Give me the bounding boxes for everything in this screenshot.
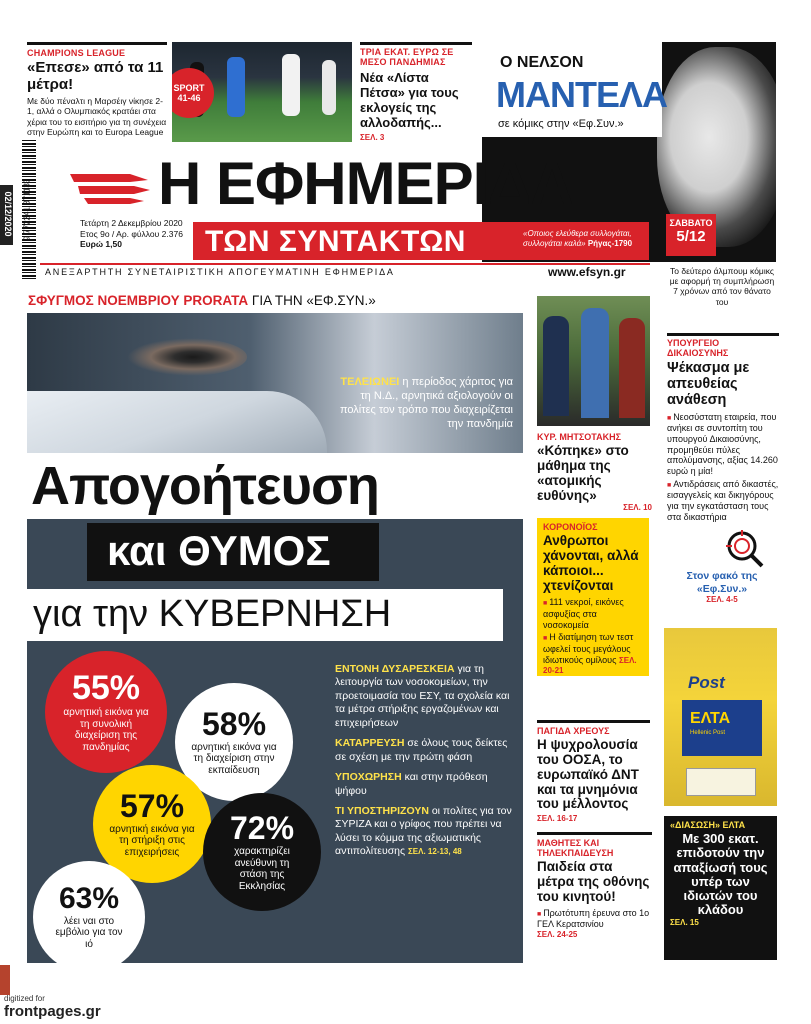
hero-kicker-black: ΓΙΑ ΤΗΝ «ΕΦ.ΣΥΝ.»	[251, 293, 376, 308]
point-4-head: ΤΙ ΥΠΟΣΤΗΡΙΖΟΥΝ	[335, 804, 429, 817]
petsa-title: Νέα «Λίστα Πέτσα» για τους εκλογείς της αλλοδαπής...	[360, 69, 459, 130]
point-2-head: ΚΑΤΑΡΡΕΥΣΗ	[335, 737, 405, 750]
saturday-badge	[666, 214, 716, 256]
mitsotakis-title: «Κόπηκε» στο μάθημα της «ατομικής ευθύνης»	[537, 443, 629, 503]
stat-63	[33, 861, 145, 963]
frontpages-logo[interactable]: frontpages.gr	[4, 1003, 101, 1020]
logo-arrows-icon	[70, 168, 150, 204]
stat-63-cap: λέει ναι στο εμβόλιο για τον ιό	[55, 915, 123, 950]
masthead-tagline: ΑΝΕΞΑΡΤΗΤΗ ΣΥΝΕΤΑΙΡΙΣΤΙΚΗ ΑΠΟΓΕΥΜΑΤΙΝΗ ΕΦΗΜΕΡΙΔΑ	[45, 267, 395, 277]
point-1-text: για τη λειτουργία των νοσοκομείων, την προετοιμασία του ΕΣΥ, τα σχολεία και τα μέτρα στήριξης εργαζομένων και επιχειρήσεων	[335, 663, 510, 729]
petsa-teaser[interactable]	[360, 42, 472, 152]
oecd-sel: ΣΕΛ. 16-17	[537, 814, 578, 824]
headline-3-box	[27, 589, 503, 641]
oecd-title: Η ψυχρολουσία του ΟΟΣΑ, το ευρωπαϊκό ΔΝΤ και τα μνημόνια του μέλλοντος	[537, 737, 639, 812]
covid-title: Ανθρωποι χάνονται, αλλά κάποιοι... χτενίζονται	[543, 533, 639, 593]
elta-photo[interactable]	[664, 628, 777, 806]
oecd-teaser[interactable]	[537, 720, 650, 823]
ministry-bullet-1: ■ Νεοσύστατη εταιρεία, που ανήκει σε συντοπίτη του υπουργού Δικαιοσύνης, προμηθεύει πύλες απολύμανσης, αξίας 14.260 ευρώ η μία!	[667, 412, 779, 477]
stat-55-cap: αρνητική εικόνα για τη συνολική διαχείριση της πανδημίας	[63, 707, 149, 753]
elta-sel: ΣΕΛ. 15	[670, 917, 699, 927]
sport-pages: 41-46	[177, 93, 201, 103]
petsa-kicker: ΤΡΙΑ ΕΚΑΤ. ΕΥΡΩ ΣΕ ΜΕΣΟ ΠΑΝΔΗΜΙΑΣ	[360, 47, 454, 67]
mitsotakis-sel: ΣΕΛ. 10	[623, 503, 652, 513]
elta-title: Με 300 εκατ. επιδοτούν την απαξίωσή τους υπέρ των ιδιωτών του κλάδου	[673, 831, 768, 918]
ministry-title: Ψέκασμα με απευθείας ανάθεση	[667, 359, 750, 408]
spine-date-tab	[0, 185, 13, 245]
mail-slot	[686, 768, 756, 796]
player-figure	[227, 57, 245, 117]
ministry-teaser[interactable]	[667, 333, 779, 523]
hero-kicker	[28, 293, 376, 308]
stat-57-pct: 57%	[119, 787, 185, 824]
motto-author: Ρήγας-1790	[587, 239, 633, 248]
spine-red-marker	[0, 965, 10, 995]
hero-block[interactable]	[27, 313, 523, 963]
headline-2: και ΘΥΜΟΣ	[107, 527, 331, 574]
comic-caption: Το δεύτερο άλμπουμ κόμικς με αφορμή τη συμπλήρωση 7 χρόνων από τον θάνατο του	[669, 266, 775, 307]
hero-kicker-red: ΣΦΥΓΜΟΣ ΝΟΕΜΒΡΙΟΥ PRORATA	[28, 293, 249, 308]
covid-bullet-2-text: Η διατίμηση των τεστ ωφελεί τους μεγάλους ιδιωτικούς ομίλους	[543, 632, 634, 665]
barcode-digits: 9 772241 371133	[22, 178, 32, 241]
headline-1: Απογοήτευση	[31, 456, 379, 516]
mitsotakis-photo[interactable]	[537, 296, 650, 426]
issue-date: Τετάρτη 2 Δεκεμβρίου 2020	[80, 218, 183, 228]
issue-number: Ετος 9ο / Αρ. φύλλου 2.376	[80, 228, 183, 239]
education-title: Παιδεία στα μέτρα της οθόνης του κινητού!	[537, 859, 650, 904]
elta-logo-box	[682, 700, 762, 756]
eye-shape	[127, 338, 247, 376]
cl-title: «Επεσε» από τα 11 μέτρα!	[27, 59, 164, 93]
points-sel: ΣΕΛ. 12-13, 48	[408, 847, 462, 857]
stat-72-cap: χαρακτηρίζει ανεύθυνη τη στάση της Εκκλησίας	[234, 846, 290, 892]
elta-sub: Hellenic Post	[690, 730, 726, 736]
lens-caption[interactable]	[667, 570, 777, 604]
post-logo: Post	[688, 673, 725, 692]
education-teaser[interactable]	[537, 832, 652, 939]
education-kicker: ΜΑΘΗΤΕΣ ΚΑΙ ΤΗΛΕΚΠΑΙΔΕΥΣΗ	[537, 838, 614, 858]
point-3-head: ΥΠΟΧΩΡΗΣΗ	[335, 771, 402, 784]
education-sel: ΣΕΛ. 24-25	[537, 929, 578, 939]
point-3	[335, 771, 517, 798]
covid-bullet-2	[543, 632, 643, 676]
education-bullet-1: ■ Πρωτότυπη έρευνα στο 1ο ΓΕΛ Κερατσινίου	[537, 908, 652, 930]
saturday-label: ΣΑΒΒΑΤΟ	[669, 218, 713, 228]
point-4	[335, 805, 517, 859]
hero-intro-rest: η περίοδος χάριτος για τη Ν.Δ., αρνητικά αξιολογούν οι πολίτες τον τρόπο που διαχειρίζεται την πανδημία	[339, 376, 513, 431]
stat-55-pct: 55%	[71, 669, 141, 707]
oecd-kicker: ΠΑΓΙΔΑ ΧΡΕΟΥΣ	[537, 726, 610, 736]
mandela-o: Ο ΝΕΛΣΟΝ	[500, 54, 584, 71]
hero-intro-bold: ΤΕΛΕΙΩΝΕΙ	[340, 376, 400, 388]
stat-55	[45, 651, 167, 773]
stat-57-cap: αρνητική εικόνα για τη στήριξη στις επιχειρήσεις	[109, 823, 195, 858]
hero-points	[335, 663, 517, 859]
person-figure	[619, 318, 645, 418]
point-3-text: και στην πρόθεση ψήφου	[335, 771, 488, 797]
mitsotakis-teaser[interactable]	[537, 432, 652, 512]
hero-intro	[337, 375, 513, 431]
motto	[523, 229, 647, 249]
mandela-sub: σε κόμικς στην «Εφ.Συν.»	[498, 118, 624, 130]
masthead-title: Η ΕΦΗΜΕΡΙΔΑ	[158, 150, 573, 217]
motto-text: «Οποιος ελεύθερα συλλογάται, συλλογάται καλά»	[523, 229, 632, 248]
spine-date: 02/12/2020	[3, 191, 13, 237]
ministry-kicker: ΥΠΟΥΡΓΕΙΟ ΔΙΚΑΙΟΣΥΝΗΣ	[667, 338, 729, 358]
issue-price: Ευρώ 1,50	[80, 239, 122, 250]
cl-teaser[interactable]	[27, 42, 167, 142]
digitized-label: digitized for	[4, 994, 45, 1003]
point-1-head: ΕΝΤΟΝΗ ΔΥΣΑΡΕΣΚΕΙΑ	[335, 663, 455, 675]
covid-kicker: ΚΟΡΟΝΟΪΟΣ	[543, 522, 598, 532]
lens-text: Στον φακό της «Εφ.Συν.»	[686, 570, 758, 595]
person-figure	[543, 316, 569, 416]
point-2-text: σε όλους τους δείκτες σε σχέση με την πρώτη φάση	[335, 737, 508, 763]
headline-3: για την ΚΥΒΕΡΝΗΣΗ	[33, 593, 392, 635]
covid-sel: ΣΕΛ. 20-21	[543, 655, 637, 676]
lens-icon[interactable]	[724, 528, 764, 568]
stat-58-cap: αρνητική εικόνα για τη διαχείριση στην εκπαίδευση	[191, 741, 277, 776]
stat-72	[203, 793, 321, 911]
lens-sel: ΣΕΛ. 4-5	[706, 595, 738, 605]
saturday-date: 5/12	[676, 228, 706, 245]
sport-badge[interactable]	[172, 68, 214, 118]
point-4-text: οι πολίτες για τον ΣΥΡΙΖΑ και ο γρίφος που πρέπει να λύσει το κόμμα της αξιωματικής αντιπολίτευσης	[335, 804, 512, 858]
person-figure	[581, 308, 609, 418]
masthead-url[interactable]: www.efsyn.gr	[548, 265, 626, 279]
covid-bullet-1: ■ 111 νεκροί, εικόνες ασφυξίας στα νοσοκομεία	[543, 597, 643, 630]
cl-kicker: CHAMPIONS LEAGUE	[27, 48, 126, 58]
elta-logo: ΕΛΤΑ	[690, 710, 731, 727]
masthead-subtitle: ΤΩΝ ΣΥΝΤΑΚΤΩΝ	[205, 225, 466, 258]
mitsotakis-kicker: ΚΥΡ. ΜΗΤΣΟΤΑΚΗΣ	[537, 432, 621, 442]
petsa-sel: ΣΕΛ. 3	[360, 132, 385, 142]
player-figure	[282, 54, 300, 116]
mandela-name: ΜΑΝΤΕΛΑ	[496, 74, 667, 115]
stat-58-pct: 58%	[201, 705, 267, 742]
player-figure	[322, 60, 336, 115]
football-photo[interactable]	[172, 42, 352, 142]
elta-kicker: «ΔΙΑΣΩΣΗ» ΕΛΤΑ	[670, 820, 746, 830]
point-2	[335, 737, 517, 764]
ministry-bullet-2: ■ Αντιδράσεις από δικαστές, εισαγγελείς και δικηγόρους για την εγκατάσταση τους στα δικαστήρια	[667, 479, 779, 523]
covid-box[interactable]	[537, 518, 649, 676]
masthead-red-bar	[193, 222, 649, 260]
sport-label: SPORT	[173, 83, 205, 93]
masthead-meta	[80, 218, 190, 250]
headline-2-box	[87, 523, 379, 581]
elta-teaser[interactable]	[664, 816, 777, 960]
headline-1-box	[27, 453, 523, 519]
stat-63-pct: 63%	[58, 881, 120, 915]
cl-text: Με δύο πέναλτι η Μαρσέιγ νίκησε 2-1, αλλά ο Ολυμπιακός κρατάει στα χέρια του το εισιτήριο για τη συνέχεια στην Ευρώπη και το Europa League	[27, 96, 167, 138]
point-1	[335, 663, 517, 730]
stat-72-pct: 72%	[229, 810, 295, 846]
